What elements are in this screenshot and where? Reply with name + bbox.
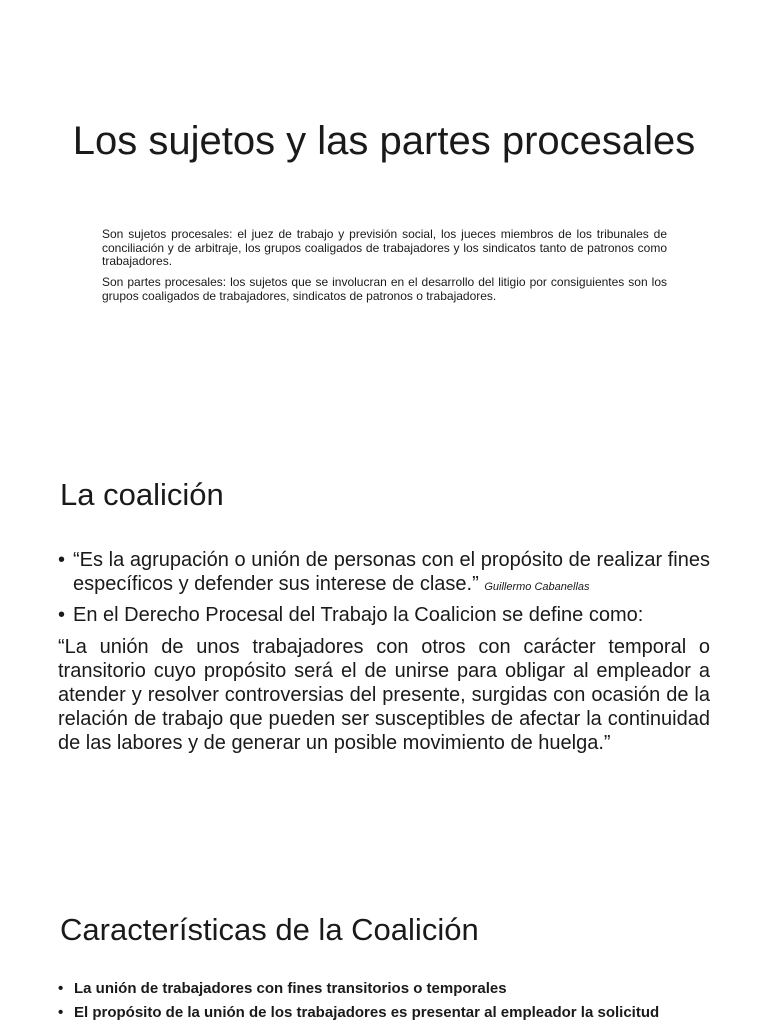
bullet-dot: • [58, 549, 66, 571]
caracteristica-item [58, 978, 718, 1000]
bullet-dot: • [58, 980, 64, 997]
caracteristica-item-text: La unión de trabajadores con fines transitorios o temporales [74, 980, 507, 997]
definition-bullet-text [73, 548, 710, 599]
coalicion-definition-quote: “La unión de unos trabajadores con otros con carácter temporal o transitorio cuyo propósito será el de unirse para obligar al empleador a atender y resolver controversias del presente, surgidas con ocasión de la relación de trabajo que pueden ser susceptibles de afectar la continuidad de las labores y de generar un posible movimiento de huelga.” [58, 636, 710, 754]
slide3-title: Características de la Coalición [60, 912, 479, 947]
sujetos-procesales-paragraph: Son sujetos procesales: el juez de trabajo y previsión social, los jueces miembros de los tribunales de conciliación y de arbitraje, los grupos coaligados de trabajadores y los sindicatos tanto de patronos como trabajadores. [102, 227, 667, 268]
slide-sujetos-partes [0, 0, 768, 340]
partes-procesales-paragraph: Son partes procesales: los sujetos que se involucran en el desarrollo del litigio por consiguientes son los grupos coaligados de trabajadores, sindicatos de patronos o trabajadores. [102, 275, 667, 303]
slide1-title: Los sujetos y las partes procesales [72, 119, 696, 163]
slide-la-coalicion [0, 340, 768, 860]
derecho-procesal-bullet-text: En el Derecho Procesal del Trabajo la Coalicion se define como: [73, 604, 644, 626]
definition-author: Guillermo Cabanellas [484, 581, 590, 593]
definition-quote: “Es la agrupación o unión de personas con el propósito de realizar fines específicos y defender sus interese de clase.” [73, 549, 710, 595]
caracteristica-item-text: El propósito de la unión de los trabajadores es presentar al empleador la solicitud [74, 1004, 660, 1021]
bullet-dot: • [58, 1004, 64, 1021]
definition-bullet [58, 548, 710, 599]
derecho-procesal-bullet [58, 603, 710, 627]
bullet-dot: • [58, 604, 66, 626]
caracteristica-item [58, 1002, 718, 1024]
slide2-title: La coalición [60, 477, 224, 512]
slide-caracteristicas [0, 860, 768, 1024]
